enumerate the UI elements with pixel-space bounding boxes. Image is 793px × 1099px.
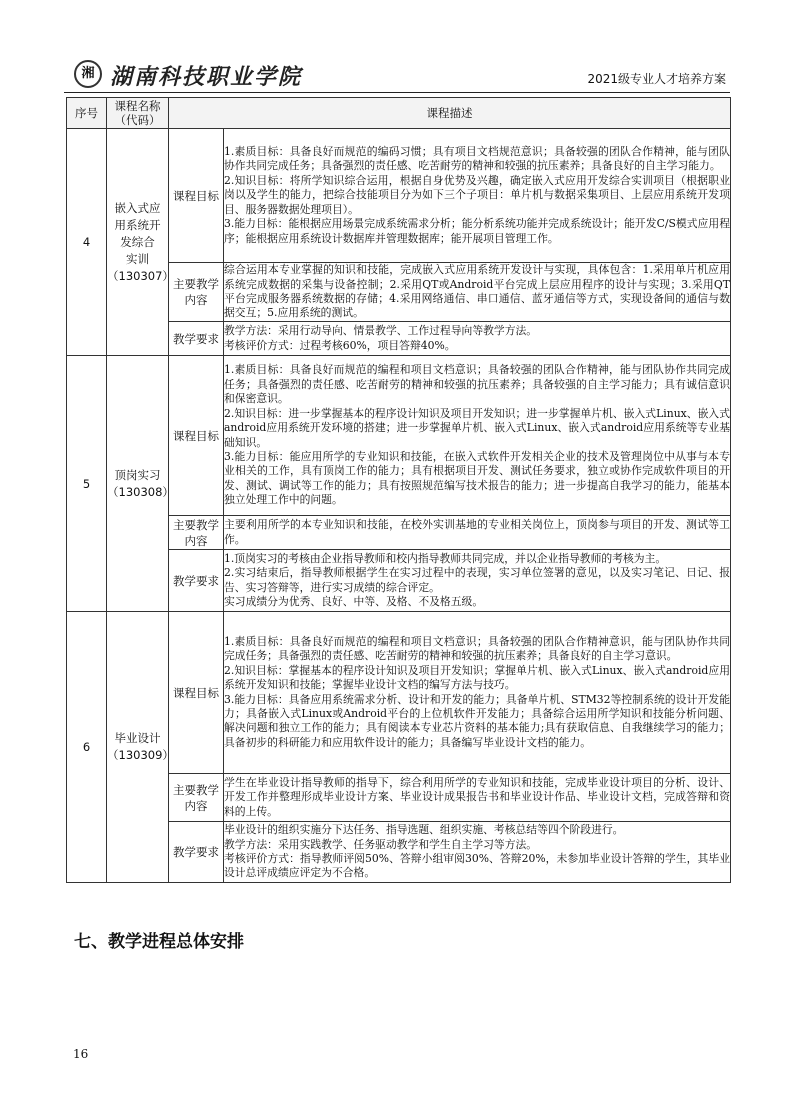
course-content-text <box>224 263 731 322</box>
table-row <box>67 612 731 774</box>
paragraph: 2.知识目标：进一步掌握基本的程序设计知识及项目开发知识；进一步掌握单片机、嵌入式Linux、嵌入式android应用系统开发环境的搭建；进一步掌握单片机、嵌入式Linux、嵌入式android应用系统等专业基础知识。 <box>224 406 730 449</box>
course-table <box>66 97 731 883</box>
label-requirements <box>169 822 224 883</box>
course-name-line: （130309） <box>107 748 174 762</box>
label-content <box>169 263 224 322</box>
paragraph: 实习成绩分为优秀、良好、中等、及格、不及格五级。 <box>224 594 484 608</box>
label-text: 课程目标 <box>173 685 219 700</box>
paragraph: 教学方法：采用行动导向、情景教学、工作过程导向等教学方法。 <box>224 324 538 338</box>
paragraph: 综合运用本专业掌握的知识和技能，完成嵌入式应用系统开发设计与实现，具体包含：1.采用单片机应用系统完成数据的采集与设备控制；2.采用QT或Android平台完成上层应用程序的设计与实现；3.采用QT平台完成服务器系统数据的存储；4.采用网络通信、串口通信、蓝牙通信等方式，实现设备间的通信与数据交互；5.应用系统的测试。 <box>224 263 730 320</box>
course-name-line: （130307） <box>107 268 174 283</box>
school-logo-icon: 湘 <box>74 60 102 88</box>
page-number: 16 <box>73 1047 89 1061</box>
course-name-line: 用系统开 <box>114 217 161 232</box>
label-text: 教学要求 <box>173 331 219 346</box>
course-goal-text <box>224 356 731 516</box>
course-number: 5 <box>67 356 107 612</box>
course-req-text <box>224 322 731 356</box>
paragraph: 主要利用所学的本专业知识和技能，在校外实训基地的专业相关岗位上，顶岗参与项目的开发、测试等工作。 <box>224 518 730 546</box>
label-goal <box>169 356 224 516</box>
label-text: 主要教学 <box>173 782 219 797</box>
course-content-text <box>224 774 731 822</box>
paragraph: 3.能力目标：能根据应用场景完成系统需求分析；能分析系统功能并完成系统设计；能开发C/S模式应用程序；能根据应用系统设计数据库并管理数据库；能开展项目管理工作。 <box>224 217 730 245</box>
header-name-line1: 课程名称 <box>114 99 161 113</box>
course-goal-text <box>224 612 731 774</box>
paragraph: 1.顶岗实习的考核由企业指导教师和校内指导教师共同完成，并以企业指导教师的考核为主。 <box>224 551 667 565</box>
label-text: 内容 <box>184 533 208 548</box>
paragraph: 2.知识目标：掌握基本的程序设计知识及项目开发知识；掌握单片机、嵌入式Linux、嵌入式android应用系统开发知识和技能；掌握毕业设计文档的编写方法与技巧。 <box>224 663 730 692</box>
label-text: 教学要求 <box>173 573 219 588</box>
table-header-row <box>67 98 731 129</box>
label-text: 课程目标 <box>173 428 219 443</box>
course-goal-text <box>224 129 731 263</box>
course-req-text <box>224 822 731 883</box>
label-text: 内容 <box>184 798 208 813</box>
label-content <box>169 516 224 550</box>
course-name-line: 嵌入式应 <box>114 200 161 215</box>
label-content <box>169 774 224 822</box>
paragraph: 1.素质目标：具备良好而规范的编码习惯；具有项目文档规范意识；具备较强的团队合作精神，能与团队协作共同完成任务；具备强烈的责任感、吃苦耐劳的精神和较强的抗压素养；具备良好的自主学习能力。 <box>224 145 730 173</box>
paragraph: 1.素质目标：具备良好而规范的编程和项目文档意识；具备较强的团队合作精神，能与团队协作共同完成任务；具备强烈的责任感、吃苦耐劳的精神和较强的抗压素养；具备较强的自主学习能力；具有诚信意识和保密意识。 <box>224 363 730 406</box>
label-text: 主要教学 <box>173 277 219 291</box>
course-name-line: 实训 <box>126 251 149 266</box>
table-row <box>67 356 731 516</box>
course-number: 6 <box>67 612 107 883</box>
course-name <box>107 129 174 356</box>
label-text: 内容 <box>184 293 208 307</box>
paragraph: 毕业设计的组织实施分下达任务、指导选题、组织实施、考核总结等四个阶段进行。 <box>224 823 624 837</box>
label-goal <box>169 612 224 774</box>
label-requirements <box>169 322 224 356</box>
course-name-line: 发综合 <box>120 234 155 249</box>
label-text: 课程目标 <box>173 188 219 203</box>
course-name <box>107 356 174 612</box>
header-desc: 课程描述 <box>169 98 731 129</box>
label-text: 教学要求 <box>173 845 219 859</box>
paragraph: 考核评价方式：指导教师评阅50%、答辩小组审阅30%、答辩20%，未参加毕业设计答辩的学生，其毕业设计总评成绩应评定为不合格。 <box>224 852 730 880</box>
paragraph: 2.实习结束后，指导教师根据学生在实习过程中的表现，实习单位签署的意见，以及实习笔记、日记、报告、实习答辩等，进行实习成绩的综合评定。 <box>224 566 730 594</box>
plan-title: 2021级专业人才培养方案 <box>587 72 726 86</box>
header-no: 序号 <box>67 98 107 129</box>
course-number: 4 <box>67 129 107 356</box>
table-row <box>67 129 731 263</box>
paragraph: 考核评价方式：过程考核60%，项目答辩40%。 <box>224 338 456 352</box>
course-name <box>107 612 174 883</box>
label-requirements <box>169 550 224 612</box>
course-name-line: 毕业设计 <box>114 731 161 745</box>
section-title: 七、教学进程总体安排 <box>74 932 244 952</box>
course-content-text <box>224 516 731 550</box>
table-body <box>67 129 731 883</box>
paragraph: 2.知识目标：将所学知识综合运用，根据自身优势及兴趣，确定嵌入式应用开发综合实训项目（根据职业岗以及学生的能力，把综合技能项目分为如下三个子项目：单片机与数据采集项目、上层应用系统开发项目、服务器数据处理项目）。 <box>224 173 730 216</box>
label-goal <box>169 129 224 263</box>
page-header <box>64 56 730 93</box>
paragraph: 3.能力目标：具备应用系统需求分析、设计和开发的能力；具备单片机、STM32等控制系统的设计开发能力；具备嵌入式Linux或Android平台的上位机软件开发能力；具备综合运用所学知识和技能分析问题、解决问题和独立工作的能力；具有阅读本专业芯片资料的基本能力;具有获取信息、自我继续学习的能力；具备初步的科研能力和应用软件设计的能力；具备编写毕业设计文档的能力。 <box>224 692 730 749</box>
label-text: 主要教学 <box>173 517 219 532</box>
school-name: 湖南科技职业学院 <box>110 64 303 90</box>
header-name-line2: （代码） <box>114 113 161 127</box>
course-req-text <box>224 550 731 612</box>
paragraph: 教学方法：采用实践教学、任务驱动教学和学生自主学习等方法。 <box>224 837 538 851</box>
course-name-line: 顶岗实习 <box>114 467 161 482</box>
paragraph: 3.能力目标：能应用所学的专业知识和技能，在嵌入式软件开发相关企业的技术及管理岗位中从事与本专业相关的工作，具有顶岗工作的能力；具有根据项目开发、测试任务要求，独立或协作完成软件项目的开发、测试、调试等工作的能力；具有按照规范编写技术报告的能力；进一步提高自我学习的能力，能基本独立处理工作中的问题。 <box>224 449 730 507</box>
paragraph: 学生在毕业设计指导教师的指导下，综合利用所学的专业知识和技能，完成毕业设计项目的分析、设计、开发工作并整理形成毕业设计方案、毕业设计成果报告书和毕业设计作品、毕业设计文档，完成答辩和资料的上传。 <box>224 775 730 818</box>
paragraph: 1.素质目标：具备良好而规范的编程和项目文档意识；具备较强的团队合作精神意识，能与团队协作共同完成任务；具备强烈的责任感、吃苦耐劳的精神和较强的抗压素养；具备良好的自主学习意识。 <box>224 634 730 663</box>
course-name-line: （130308） <box>107 484 174 499</box>
header-name <box>107 98 169 129</box>
